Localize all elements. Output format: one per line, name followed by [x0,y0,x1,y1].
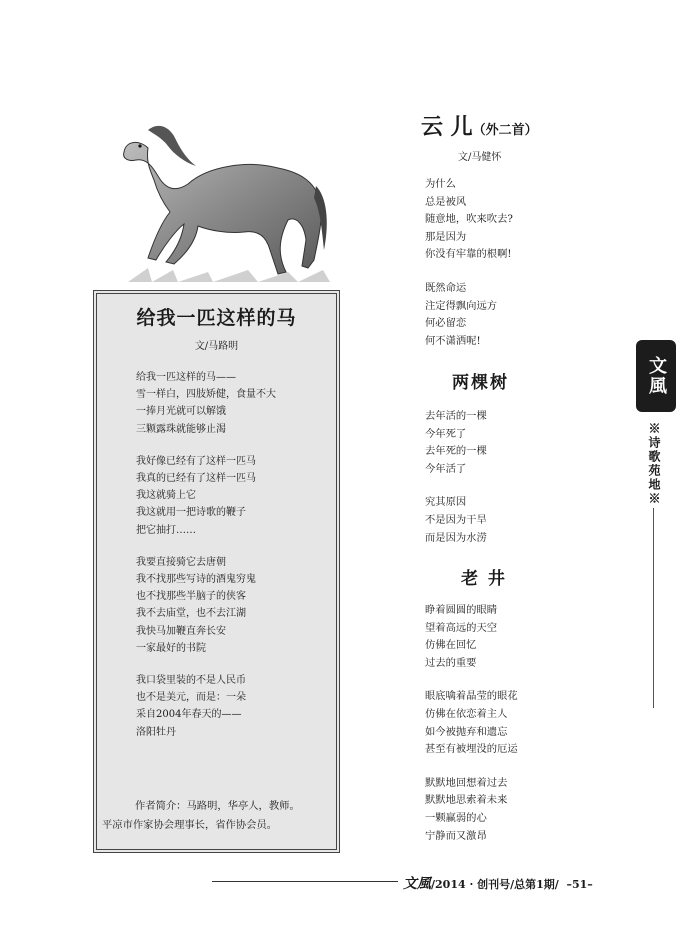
poem-line: 我口袋里装的不是人民币 [136,675,246,687]
main-poem-title-text: 云 儿 [421,114,473,140]
poem1-stanza-1 [425,176,513,264]
poem-line: 我要直接骑它去唐朝 [136,556,226,568]
poem3-stanza-1 [425,602,518,672]
poem-line: 也不找那些半脑子的侠客 [136,591,246,603]
poem-line: 何必留恋 [425,317,467,330]
poem-line: 一家最好的书院 [136,642,206,654]
poem-line: 我快马加鞭直奔长安 [136,625,226,637]
magazine-logo-tab [636,340,676,412]
author-bio-line-2: 平凉市作家协会理事长，省作协会员。 [102,819,278,831]
poem2-body [425,408,487,563]
left-stanza-1 [136,369,336,438]
poem-line: 去年活的一棵 [425,410,487,422]
footer [403,873,593,893]
poem-line: 注定得飘向远方 [425,299,498,312]
poem-line: 洛阳牡丹 [136,726,176,738]
poem-line: 如今被抛弃和遗忘 [425,725,508,738]
poem1-body [425,176,513,366]
poem2-title: 两棵树 [452,373,509,393]
left-stanza-2 [136,453,336,539]
poem-line: 采自2004年春天的—— [136,709,242,721]
right-poem-author: 文/马健怀 [458,152,502,163]
poem-line: 今年死了 [425,427,467,440]
poem-line: 你没有牢靠的根啊! [425,248,512,261]
horse-illustration [118,100,332,284]
poem-line: 甚至有被埋没的厄运 [425,743,518,756]
poem-line: 一颗赢弱的心 [425,811,487,824]
poem3-stanza-2 [425,688,518,758]
poem-line: 去年死的一棵 [425,445,487,458]
poem3-body [425,602,518,861]
horse-sketch-icon [118,100,332,284]
left-poem-title: 给我一匹这样的马 [136,307,297,329]
left-stanza-3 [136,554,336,657]
poem-line: 过去的重要 [425,656,477,669]
left-stanza-4 [136,672,336,741]
poem-line: 默默地回想着过去 [425,776,508,789]
poem-line: 随意地，吹来吹去? [425,213,513,226]
poem-line: 究其原因 [425,496,467,509]
poem-line: 既然命运 [425,281,467,294]
poem3-stanza-3 [425,775,518,845]
poem-line: 不是因为干旱 [425,513,487,526]
poem-line: 我真的已经有了这样一匹马 [136,473,256,485]
poem-line: 一捧月光就可以解饿 [136,406,226,418]
poem-line: 总是被风 [425,195,467,208]
poem-line: 我好像已经有了这样一匹马 [136,455,256,467]
main-poem-title [421,110,538,141]
poem-line: 给我一匹这样的马—— [136,372,236,383]
left-poem-body [136,369,336,756]
author-bio [102,797,338,835]
poem-line: 三颗露珠就能够止渴 [136,423,226,435]
poem-line: 默默地思索着未来 [425,794,508,807]
sidebar-divider [653,508,654,708]
poem-line: 宁静而又激昂 [425,829,487,842]
poem-line: 雪一样白，四肢矫健，食量不大 [136,389,276,401]
poem-line: 望着高远的天空 [425,621,498,634]
left-poem-box [93,290,340,853]
poem-line: 眼底噙着晶莹的眼花 [425,690,518,703]
poem-line: 仿佛在回忆 [425,639,477,652]
page-number: –51– [566,878,593,891]
footer-issue: /2014 · 创刊号/总第1期/ [431,878,559,891]
poem2-stanza-1 [425,408,487,478]
poem-line: 而是因为水涝 [425,531,487,544]
poem-line: 睁着圆圆的眼睛 [425,604,498,616]
poem-line: 把它抽打…… [136,524,196,536]
poem-line: 仿佛在依恋着主人 [425,707,508,720]
poem-line: 也不是美元，而是：一朵 [136,692,246,704]
main-poem-subtitle: （外二首） [472,123,538,138]
poem-line: 我这就用一把诗歌的鞭子 [136,507,246,519]
magazine-logo-text: 文風 [646,356,667,396]
author-bio-line-1: 作者简介：马路明，华亭人，教师。 [135,800,300,812]
poem2-stanza-2 [425,494,487,547]
poem-line: 何不潇洒呢! [425,334,481,347]
poem-line: 我这就骑上它 [136,490,196,502]
left-poem-author: 文/马路明 [194,341,239,352]
footer-rule [212,881,398,882]
footer-logo: 文風 [403,876,431,892]
poem-line: 我不去庙堂，也不去江湖 [136,608,246,620]
poem-line: 我不找那些写诗的酒鬼穷鬼 [136,574,256,586]
poem-line: 今年活了 [425,462,467,475]
section-label: ※诗歌苑地※ [647,422,661,506]
poem3-title: 老 井 [461,569,507,589]
poem-line: 为什么 [425,178,456,190]
poem1-stanza-2 [425,280,513,350]
poem-line: 那是因为 [425,230,467,243]
